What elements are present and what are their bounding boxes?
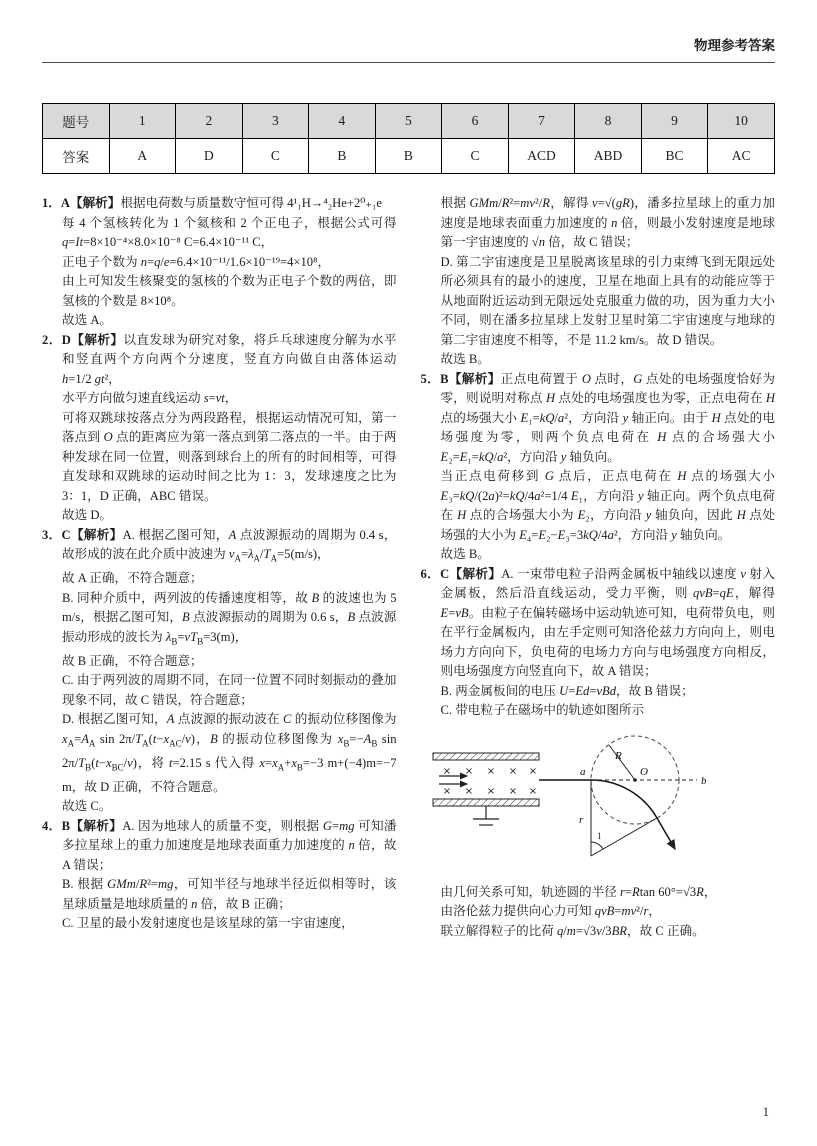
- right-column: [421, 194, 776, 941]
- table-cell: 5: [375, 104, 442, 139]
- solution-paragraph: 由洛伦兹力提供向心力可知 qvB=mv²/r，: [440, 904, 661, 918]
- table-cell: B: [309, 139, 376, 174]
- solution-paragraph: 根据 GMm/R²=mv²/R，解得 v=√(gR)，潘多拉星球上的重力加速度是地球表面重力加速度的 n 倍，则最小发射速度是地球第一宇宙速度的 √n 倍，故 C 错误；: [440, 196, 775, 249]
- question-number: 6．: [420, 566, 441, 581]
- solution-paragraph: C. 带电粒子在磁场中的轨迹如图所示: [440, 703, 645, 717]
- solution-paragraph: B. 两金属板间的电压 U=Ed=vBd，故 B 错误；: [440, 683, 694, 698]
- table-cell-header-label: 题号: [43, 104, 110, 139]
- answer-and-tag: C【解析】: [440, 566, 502, 581]
- table-cell: 10: [708, 104, 775, 139]
- svg-text:×: ×: [528, 785, 537, 797]
- svg-text:×: ×: [508, 785, 517, 797]
- table-cell: A: [109, 139, 176, 174]
- svg-text:×: ×: [442, 785, 451, 797]
- beam-arrows: [439, 776, 467, 784]
- solution-paragraph: 当正点电荷移到 G 点后，正点电荷在 H 点的场强大小 E₃=kQ/(2a)²=kQ/4a²=1/4 E₁，方向沿 y 轴正向。两个负点电荷在 H 点的合场强大小为 E₂，方向沿 y 轴负向，因此 H 点处场强的大小为 E₄=E₂−E₃=3kQ/4a²，方向沿 y 轴负向。: [440, 469, 775, 542]
- solution-paragraph: B. 同种介质中，两列波的传播速度相等，故 B 的波速也为 5 m/s，根据乙图可知，B 点波源振动的周期为 0.6 s，B 点波源振动形成的波长为 $\lambda_B=vT_B=3(m)$，: [62, 590, 397, 647]
- svg-text:×: ×: [508, 765, 517, 777]
- question-start: [42, 526, 397, 570]
- table-cell: C: [442, 139, 509, 174]
- solution-text: A. 一束带电粒子沿两金属板中轴线以速度 v 射入金属板，然后沿直线运动，受力平衡，则 qvB=qE，解得 E=vB。由粒子在偏转磁场中运动轨迹可知，电荷带负电，则在平行金属板内，由左手定则可知洛伦兹力方向向上，则电场力方向向下，负电荷的电场力方向与电场强度方向相反，则电场强度方向竖直向下，故 A 错误；: [440, 566, 776, 678]
- answer-table: [42, 103, 775, 174]
- solution-paragraph: D. 第二宇宙速度是卫星脱离该星球的引力束缚飞到无限远处所必须具有的最小的速度，卫星在地面上具有的动能应等于从地面附近运动到无限远处克服重力做的功，因为重力大小不同，则在潘多拉星球上发射卫星时第二宇宙速度与地球的第二宇宙速度不相等，不是 11.2 km/s。故 D 错误。: [440, 254, 775, 347]
- solution-text: 根据电荷数与质量数守恒可得 4¹₁H→⁴₂He+2⁰₊₁e: [120, 196, 382, 210]
- table-cell: AC: [708, 139, 775, 174]
- answer-and-tag: B【解析】: [440, 371, 501, 386]
- trajectory-figure: [425, 727, 776, 877]
- label-R: R: [614, 749, 622, 762]
- table-cell: 3: [242, 104, 309, 139]
- svg-text:×: ×: [486, 785, 495, 797]
- battery-symbol: [473, 806, 499, 825]
- label-O: O: [639, 765, 648, 778]
- solution-paragraph: C. 由于两列波的周期不同，在同一位置不同时刻振动的叠加现象不同，故 C 错误，符合题意；: [62, 673, 397, 707]
- question-number: 1．: [42, 196, 61, 210]
- diagram-labels: [579, 750, 707, 841]
- solution-paragraph: B. 根据 GMm/R²=mg，可知半径与地球半径近似相等时，该星球质量是地球质量的 n 倍，故 B 正确；: [62, 877, 397, 911]
- solution-paragraph: 故选 C。: [62, 799, 112, 814]
- svg-text:×: ×: [528, 765, 537, 777]
- page-title: 物理参考答案: [42, 34, 775, 63]
- table-cell: 9: [641, 104, 708, 139]
- table-cell: 4: [309, 104, 376, 139]
- label-b: b: [700, 774, 706, 787]
- svg-text:×: ×: [486, 765, 495, 777]
- question-number: 2．: [42, 332, 62, 347]
- solution-paragraph: 水平方向做匀速直线运动 s=vt，: [62, 391, 238, 405]
- angle-arc: [591, 842, 603, 849]
- solution-paragraph: 联立解得粒子的比荷 q/m=√3v/3BR，故 C 正确。: [440, 923, 705, 938]
- solution-paragraph: 故选 B。: [440, 547, 490, 561]
- question-number: 4．: [42, 818, 62, 833]
- solution-paragraph: 故选 B。: [440, 352, 490, 366]
- question-number: 5．: [420, 371, 441, 386]
- page-number: 1: [762, 1105, 769, 1119]
- table-cell: ACD: [508, 139, 575, 174]
- answer-table-header-row: [43, 104, 775, 139]
- answer-table-answer-row: [43, 139, 775, 174]
- left-column: [42, 194, 397, 941]
- solution-paragraph: 由几何关系可知，轨迹圆的半径 r=Rtan 60°=√3R，: [440, 884, 717, 899]
- trajectory-diagram: [425, 727, 725, 877]
- solution-text: 正点电荷置于 O 点时，G 点处的电场强度恰好为零，则说明对称点 H 点处的电场强度也为零，正点电荷在 H 点的场强大小 E₁=kQ/a²，方向沿 y 轴正向。由于 H 点处的电场强度为零，则两个负点电荷在 H 点的合场强大小 E₂=E₁=kQ/a²，方向沿 y 轴负向。: [440, 371, 776, 464]
- table-cell: ABD: [575, 139, 642, 174]
- question-start: [42, 194, 397, 214]
- table-cell: C: [242, 139, 309, 174]
- question-start: [42, 331, 397, 390]
- question-start: [421, 370, 776, 468]
- svg-text:×: ×: [464, 785, 473, 797]
- label-angle-1: 1: [596, 830, 601, 841]
- table-cell: D: [176, 139, 243, 174]
- solution-paragraph: 故选 A。: [62, 313, 113, 327]
- solution-paragraph: 正电子个数为 n=q/e=6.4×10⁻¹¹/1.6×10⁻¹⁹=4×10⁸，: [62, 254, 331, 269]
- solution-text: A. 因为地球人的质量不变，则根据 G=mg 可知潘多拉星球上的重力加速度是地球表面重力加速度的 n 倍，故 A 错误；: [62, 818, 397, 872]
- solution-paragraph: 由上可知发生核聚变的氢核的个数为正电子个数的两倍，即氢核的个数是 8×10⁸。: [62, 274, 397, 308]
- answer-and-tag: B【解析】: [61, 818, 123, 833]
- table-cell: 1: [109, 104, 176, 139]
- table-cell: B: [375, 139, 442, 174]
- magnetic-field-into-page-icons: [442, 766, 536, 797]
- answer-and-tag: A【解析】: [60, 196, 121, 210]
- label-a: a: [579, 765, 585, 778]
- solution-paragraph: 故选 D。: [62, 508, 113, 522]
- table-cell: 6: [442, 104, 509, 139]
- solution-text: 以直发球为研究对象，将乒乓球速度分解为水平和竖直两个方向两个分速度，竖直方向做自由落体运动 h=1/2 gt²，: [62, 332, 397, 386]
- answer-and-tag: C【解析】: [61, 527, 123, 542]
- table-cell-answer-label: 答案: [43, 139, 110, 174]
- solution-paragraph: D. 根据乙图可知，A 点波源的振动波在 C 的振动位移图像为 $x_A=A_A$ $\sin 2\pi/T_A(t-x_{AC}/v)$，B 的振动位移图像为 $x_B=-A_B$ $\sin 2\pi/T_B(t-x_{BC}/v)$，将 t=2.15 s 代入得 $x=x_A+x_B=-3$ m+(−4)m=−7 m，故 D 正确，不符合题意。: [62, 712, 397, 794]
- label-r: r: [578, 813, 583, 826]
- table-cell: 7: [508, 104, 575, 139]
- svg-text:×: ×: [464, 765, 473, 777]
- solution-paragraph: 故 B 正确，不符合题意；: [62, 653, 203, 668]
- solution-paragraph: C. 卫星的最小发射速度也是该星球的第一宇宙速度，: [62, 916, 354, 931]
- solution-columns: [42, 194, 775, 941]
- solution-paragraph: 每 4 个氢核转化为 1 个氦核和 2 个正电子，根据公式可得 q=It=8×10⁻⁴×8.0×10⁻⁸ C=6.4×10⁻¹¹ C，: [62, 215, 397, 249]
- capacitor-plates: [433, 753, 539, 806]
- question-start: [42, 817, 397, 876]
- table-cell: BC: [641, 139, 708, 174]
- solution-paragraph: 可将双跳球按落点分为两段路程，根据运动情况可知，第一落点到 O 点的距离应为第一落点到第二落点的一半。由于两种发球在同一位置，则落到球台上的所有的时间相等，可得直发球和双跳球的运动时间之比为 1：3，发球速度之比为 3：1，D 正确，ABC 错误。: [62, 410, 397, 503]
- table-cell: 2: [176, 104, 243, 139]
- table-cell: 8: [575, 104, 642, 139]
- solution-text: A. 根据乙图可知，A 点波源振动的周期为 0.4 s，故形成的波在此介质中波速为 $v_A=\lambda_A/T_A=5(m/s)$，: [62, 527, 397, 564]
- solution-paragraph: 故 A 正确，不符合题意；: [62, 571, 203, 586]
- question-number: 3．: [42, 527, 62, 542]
- question-start: [421, 565, 776, 682]
- svg-text:×: ×: [442, 765, 451, 777]
- answer-and-tag: D【解析】: [61, 332, 124, 347]
